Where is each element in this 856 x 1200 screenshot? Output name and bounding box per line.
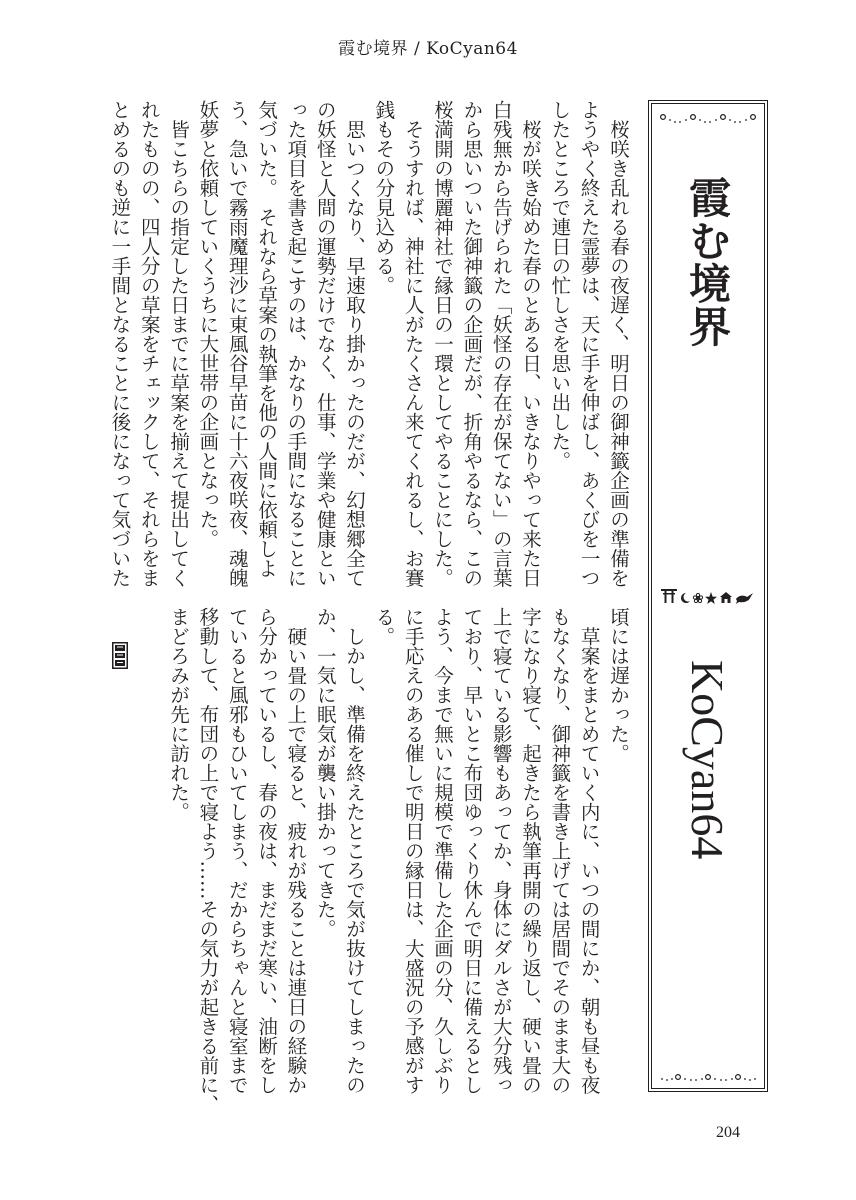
- text-column: 硬い畳の上で寝ると、疲れが残ることは連日の経験か: [284, 607, 308, 1095]
- text-column: とめるのも逆に一手間となることに後になって気づいた: [108, 100, 132, 588]
- book-author: KoCyan64: [682, 660, 733, 860]
- shrine-house-icon: [720, 592, 732, 603]
- text-column: 移動して、布団の上で寝よう……その気力が起きる前に、: [196, 607, 220, 1114]
- text-column: から思いついた御神籤の企画だが、折角やるなら、この: [460, 100, 484, 588]
- torii-icon: [661, 589, 677, 603]
- upper-text-tier: [105, 100, 633, 590]
- text-column: まどろみが先に訪れた。: [167, 607, 191, 822]
- icon-divider: [661, 587, 755, 605]
- text-column: 白残無から告げられた「妖怪の存在が保てない」の言葉: [489, 100, 513, 588]
- star-icon: [705, 592, 717, 604]
- page-number: 204: [716, 1124, 740, 1141]
- text-column: 桜咲き乱れる春の夜遅く、明日の御神籤企画の準備を: [607, 100, 630, 588]
- text-column: 桜が咲き始めた春のとある日、いきなりやって来た日: [519, 100, 543, 588]
- text-column: う、急いで霧雨魔理沙に東風谷早苗に十六夜咲夜、魂魄: [225, 100, 249, 588]
- moon-icon: [681, 593, 690, 603]
- text-column: ら分かっているし、春の夜は、まだまだ寒い、油断をし: [255, 607, 279, 1095]
- seal-stamp-icon: [112, 642, 128, 669]
- text-column: 思いつくなり、早速取り掛かったのだが、幻想郷全て: [343, 100, 367, 588]
- text-column: 桜満開の博麗神社で縁日の一環としてやることにした。: [431, 100, 455, 588]
- text-column: 頃には遅かった。: [607, 607, 630, 763]
- lower-text-tier: [105, 607, 633, 1114]
- text-column: 妖夢と依頼していくうちに大世帯の企画となった。: [196, 100, 220, 549]
- text-column: に手応えのある催しで明日の縁日は、大盛況の予感がす: [401, 607, 425, 1095]
- text-column: ており、早いとこ布団ゆっくり休んで明日に備えるとし: [460, 607, 484, 1095]
- ornament-bottom-icon: [658, 1070, 758, 1084]
- text-column: 銭もその分見込める。: [372, 100, 396, 295]
- flower-icon: [693, 593, 702, 602]
- ornament-top-icon: [658, 112, 758, 126]
- text-column: 字になり寝て、起きたら執筆再開の繰り返し、硬い畳の: [519, 607, 543, 1095]
- text-column: ようやく終えた霊夢は、天に手を伸ばし、あくびを一つ: [577, 100, 601, 588]
- text-column: ていると風邪もひいてしまう、だからちゃんと寝室まで: [225, 607, 249, 1095]
- text-column: れたものの、四人分の草案をチェックして、それらをま: [137, 100, 161, 588]
- running-header: 霞む境界 / KoCyan64: [338, 39, 518, 59]
- text-column: よう、今まで無いに規模で準備した企画の分、久しぶり: [431, 607, 455, 1095]
- text-column: 皆こちらの指定した日までに草案を揃えて提出してく: [167, 100, 191, 588]
- text-column: したところで連日の忙しさを思い出した。: [548, 100, 572, 471]
- text-column: もなくなり、御神籤を書き上げては居間でそのまま大の: [548, 607, 572, 1095]
- crow-icon: [736, 593, 753, 604]
- text-column: か、一気に眠気が襲い掛かってきた。: [313, 607, 337, 939]
- text-column: しかし、準備を終えたところで気が抜けてしまったの: [343, 607, 367, 1095]
- text-column: そうすれば、神社に人がたくさん来てくれるし、お賽: [401, 100, 425, 588]
- text-column: 上で寝ている影響もあってか、身体にダルさが大分残っ: [489, 607, 513, 1095]
- text-column: 気づいた。 それなら草案の執筆を他の人間に依頼しよ: [255, 100, 279, 578]
- text-column: 草案をまとめていく内に、いつの間にか、朝も昼も夜: [577, 607, 601, 1095]
- text-column: る。: [372, 607, 396, 646]
- text-column: の妖怪と人間の運勢だけでなく、仕事、学業や健康とい: [313, 100, 337, 588]
- text-column: った項目を書き起こすのは、かなりの手間になることに: [284, 100, 308, 588]
- book-title: 霞む境界: [683, 176, 732, 348]
